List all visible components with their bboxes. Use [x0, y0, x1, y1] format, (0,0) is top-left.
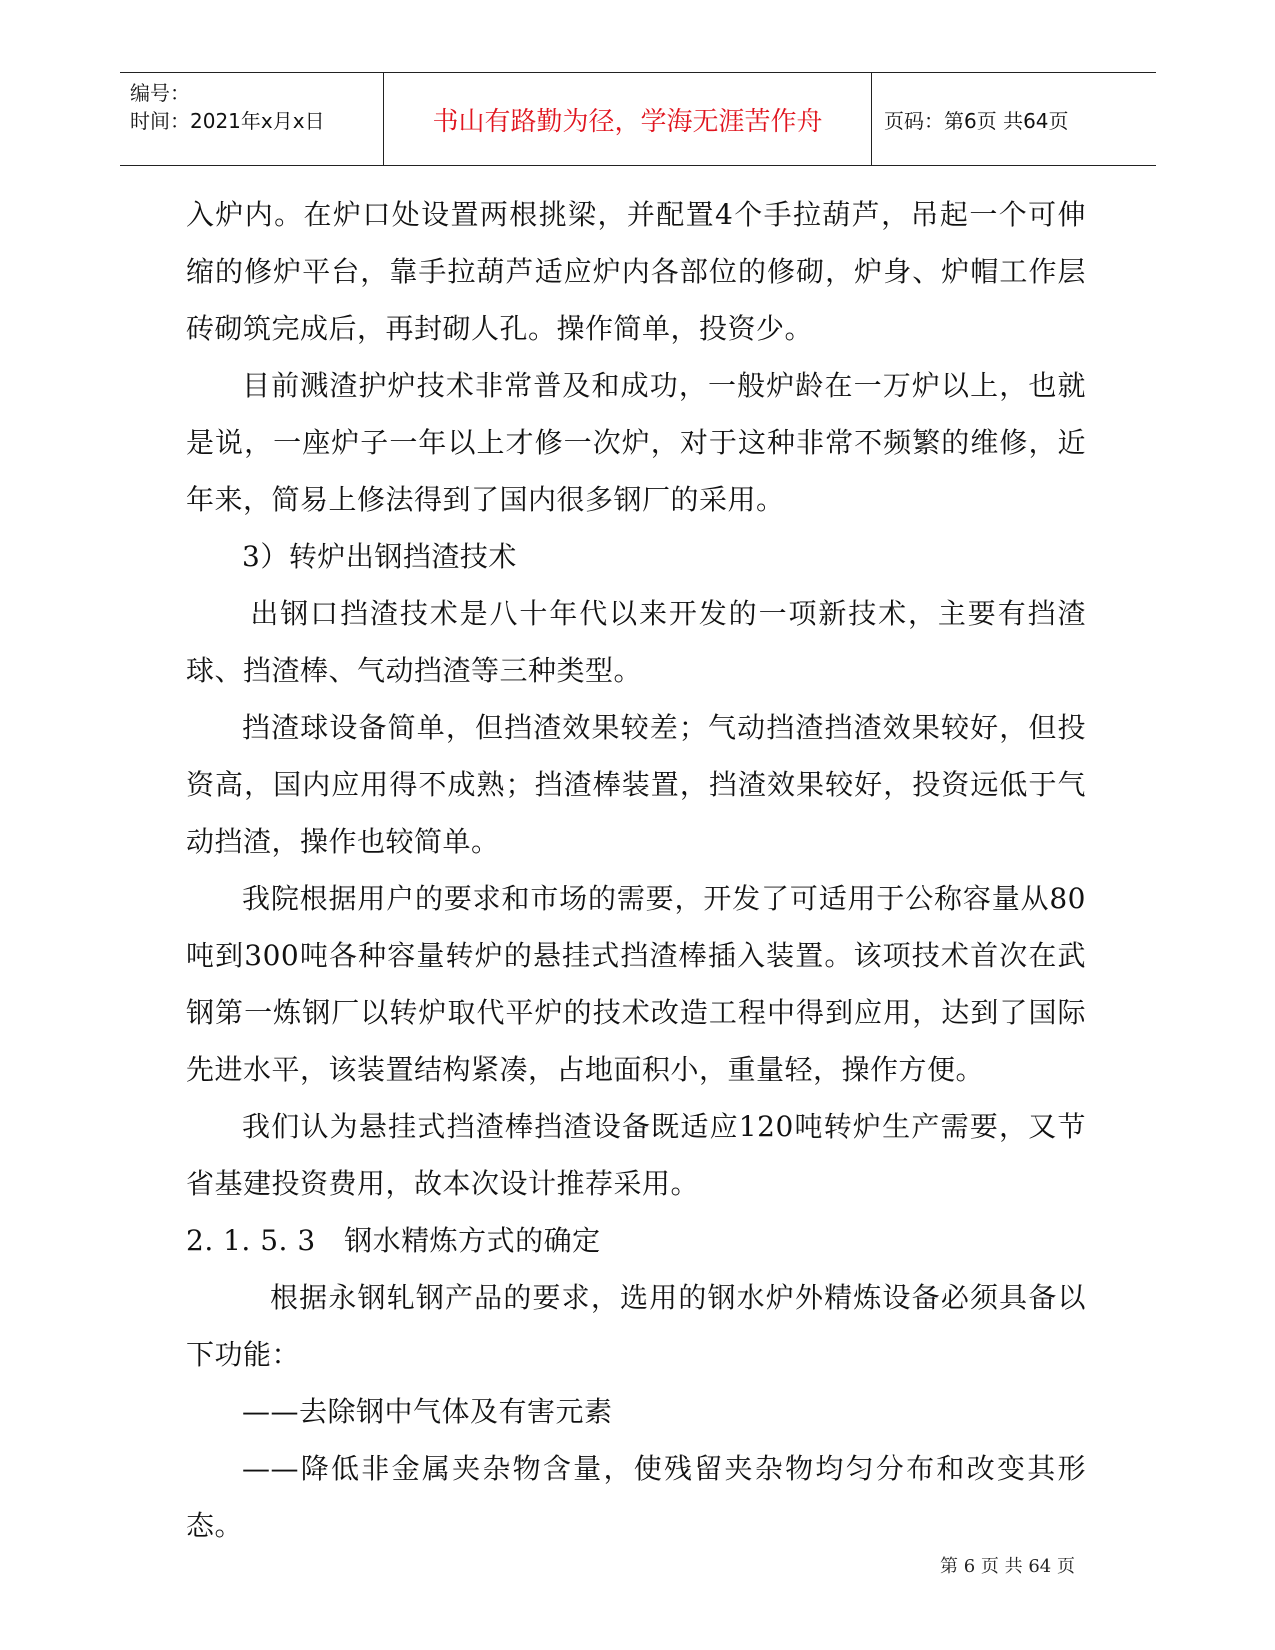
body-paragraph: ——降低非金属夹杂物含量，使残留夹杂物均匀分布和改变其形态。: [186, 1452, 1086, 1542]
body-paragraph: ——去除钢中气体及有害元素: [242, 1395, 613, 1428]
header-left-cell: [120, 73, 384, 165]
body-paragraph: 3）转炉出钢挡渣技术: [242, 540, 517, 573]
page-footer: 第 6 页 共 64 页: [940, 1556, 1075, 1577]
body-paragraph: 根据永钢轧钢产品的要求，选用的钢水炉外精炼设备必须具备以下功能：: [186, 1281, 1086, 1371]
body-paragraph: 2. 1. 5. 3 钢水精炼方式的确定: [186, 1224, 601, 1257]
doc-number-label: 编号：: [130, 81, 190, 105]
body-paragraph: 挡渣球设备简单，但挡渣效果较差；气动挡渣挡渣效果较好，但投资高，国内应用得不成熟；挡渣棒装置，挡渣效果较好，投资远低于气动挡渣，操作也较简单。: [186, 711, 1086, 858]
page-header: [120, 72, 1156, 166]
body-paragraph: 我院根据用户的要求和市场的需要，开发了可适用于公称容量从80吨到300吨各种容量转炉的悬挂式挡渣棒插入装置。该项技术首次在武钢第一炼钢厂以转炉取代平炉的技术改造工程中得到应用，达到了国际先进水平，该装置结构紧凑，占地面积小，重量轻，操作方便。: [186, 882, 1086, 1086]
doc-time-label: 时间：2021年x月x日: [130, 109, 325, 133]
body-paragraph: 目前溅渣护炉技术非常普及和成功，一般炉龄在一万炉以上，也就是说，一座炉子一年以上才修一次炉，对于这种非常不频繁的维修，近年来，简易上修法得到了国内很多钢厂的采用。: [186, 369, 1086, 516]
body-paragraph: 入炉内。在炉口处设置两根挑梁，并配置4个手拉葫芦，吊起一个可伸缩的修炉平台，靠手拉葫芦适应炉内各部位的修砌，炉身、炉帽工作层砖砌筑完成后，再封砌人孔。操作简单，投资少。: [186, 198, 1086, 345]
document-body: [186, 186, 1086, 1554]
body-paragraph: 出钢口挡渣技术是八十年代以来开发的一项新技术，主要有挡渣球、挡渣棒、气动挡渣等三种类型。: [186, 597, 1086, 687]
body-paragraph: 我们认为悬挂式挡渣棒挡渣设备既适应120吨转炉生产需要，又节省基建投资费用，故本次设计推荐采用。: [186, 1110, 1086, 1200]
header-motto: 书山有路勤为径，学海无涯苦作舟: [384, 73, 872, 165]
header-page-info: 页码：第6页 共64页: [884, 108, 1069, 133]
